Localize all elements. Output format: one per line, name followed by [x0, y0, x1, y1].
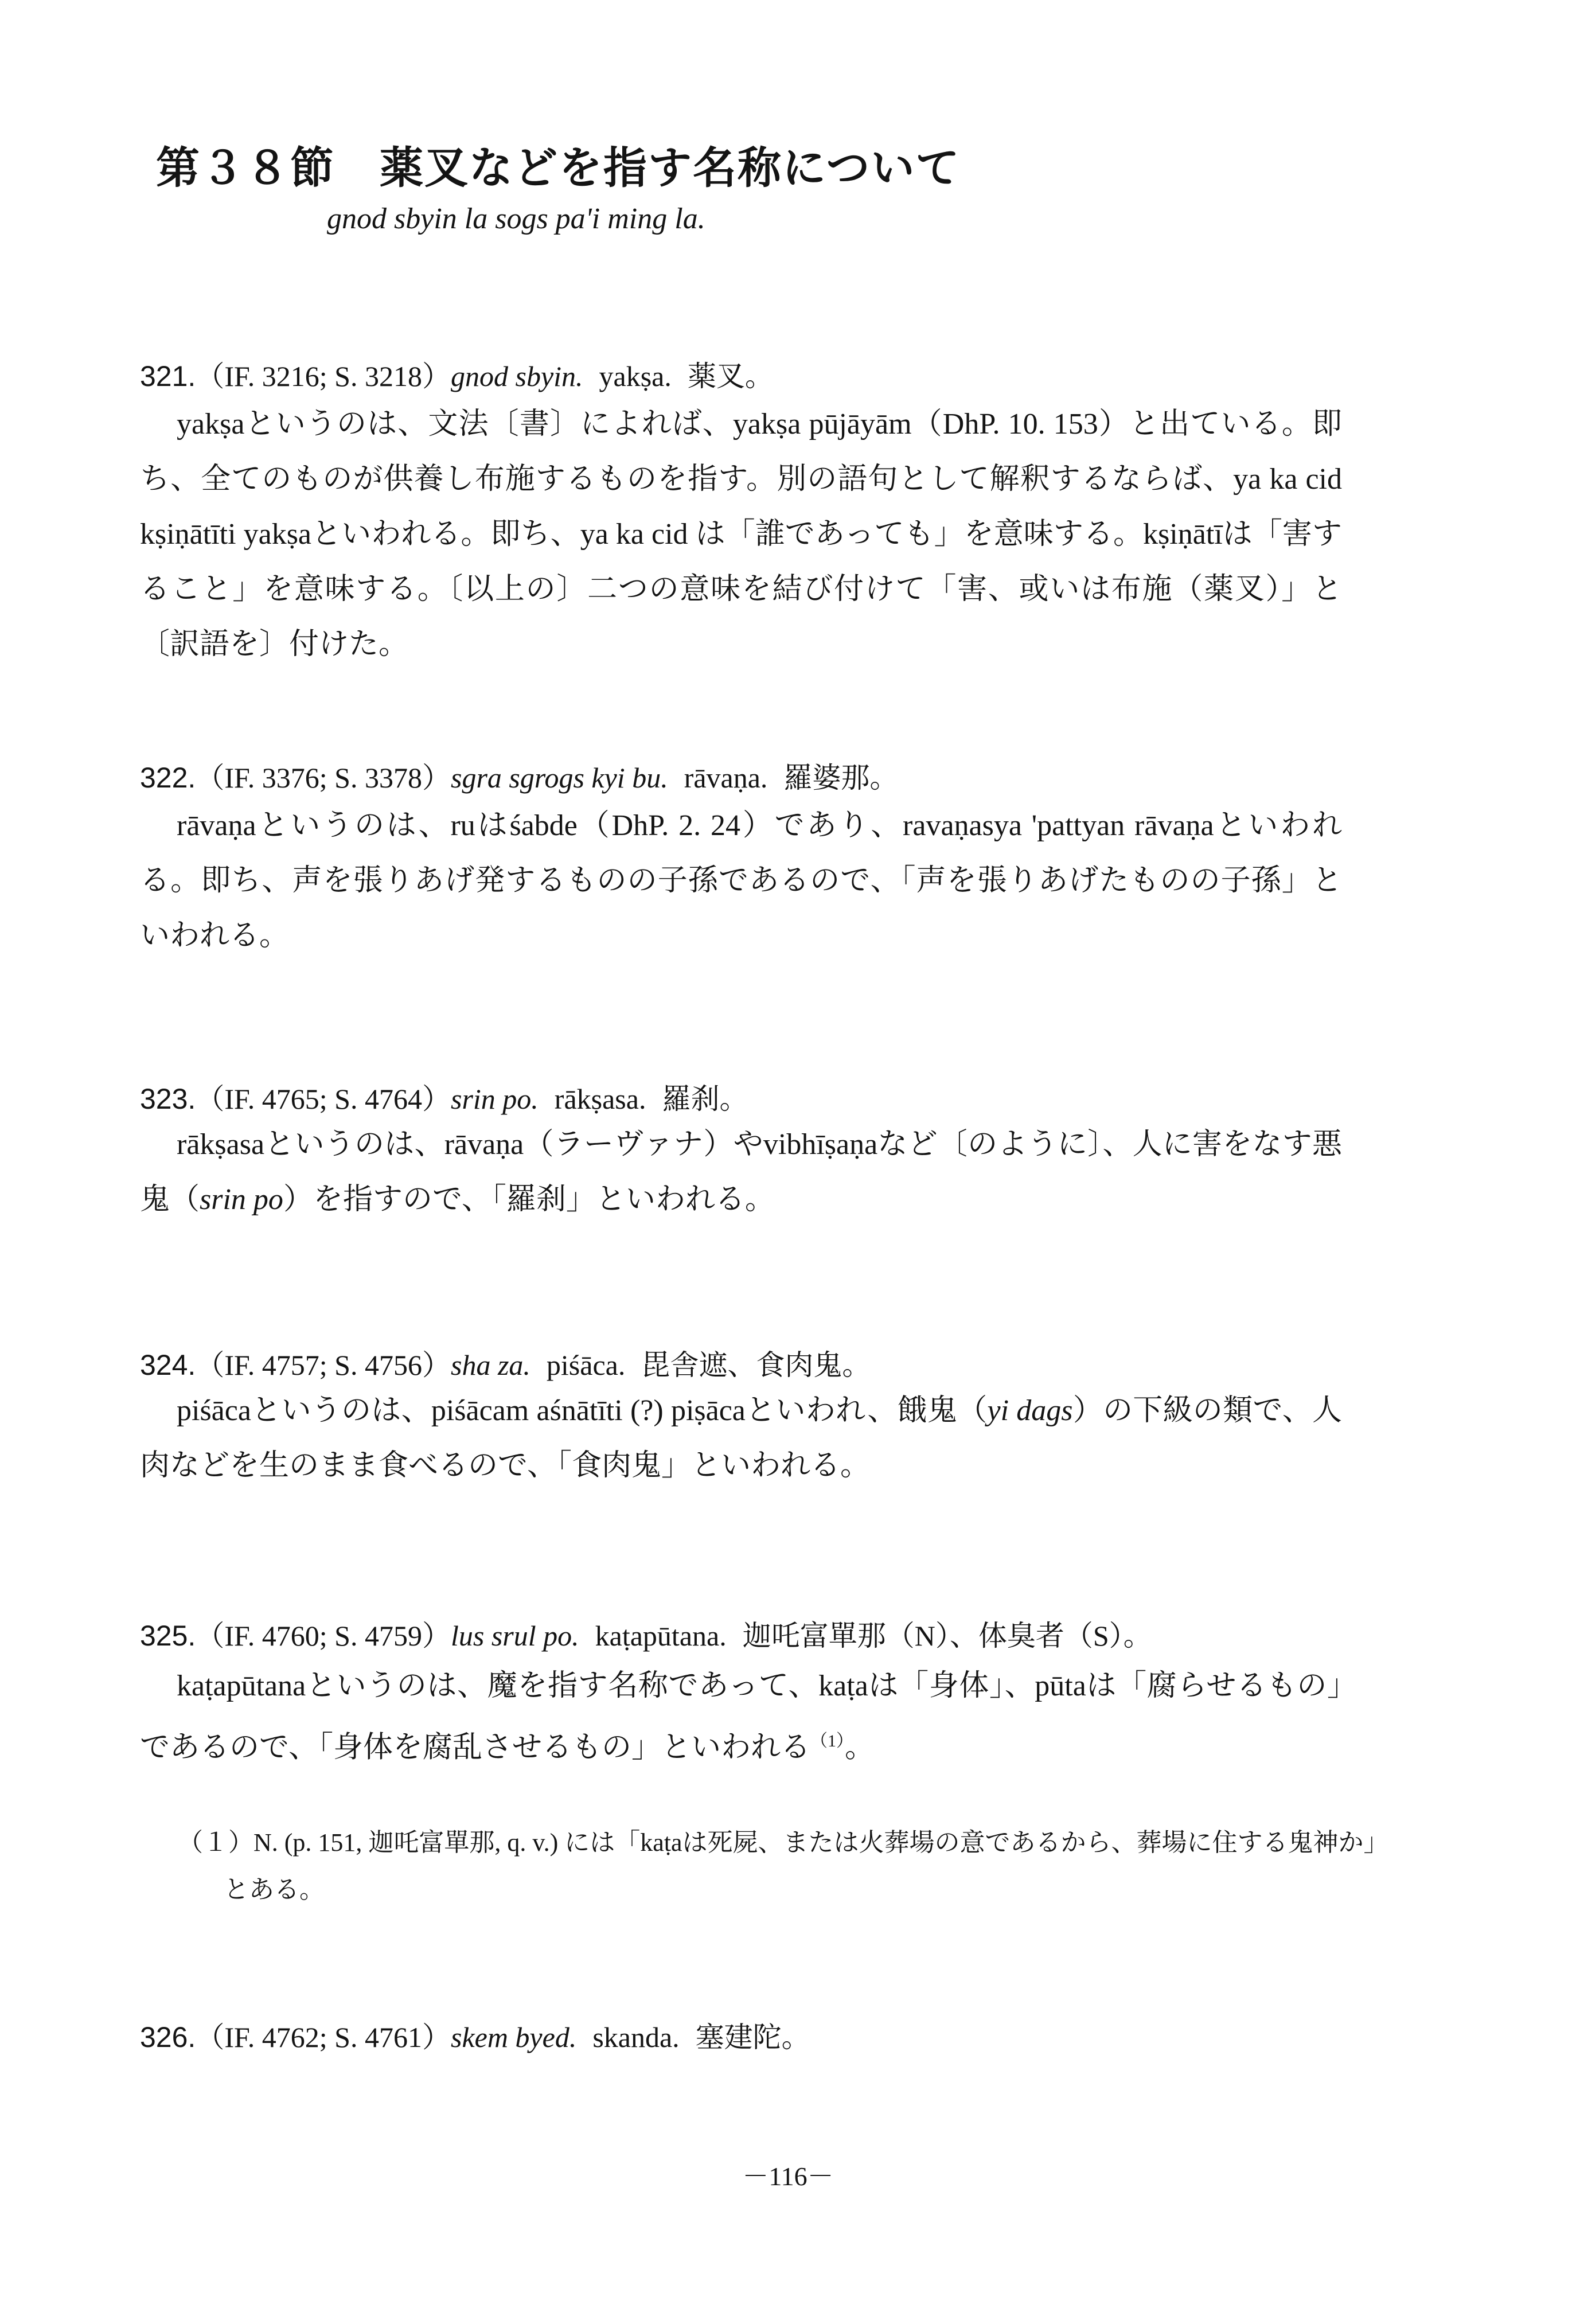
- japanese-term: 羅婆那。: [783, 762, 899, 794]
- japanese-term: 毘舎遮、食肉鬼。: [641, 1349, 871, 1381]
- entry-number: 325.: [140, 1620, 196, 1652]
- japanese-term: 羅刹。: [662, 1083, 748, 1115]
- entry-reference: （IF. 4765; S. 4764）: [196, 1083, 451, 1115]
- japanese-term: 薬叉。: [687, 360, 774, 392]
- tibetan-term: sha za.: [450, 1349, 530, 1381]
- tibetan-term: lus srul po.: [450, 1620, 579, 1652]
- entry-heading: [140, 2014, 810, 2056]
- footnote-marker: （1）: [810, 1732, 845, 1750]
- entry-heading: [140, 353, 774, 395]
- entry-body: rākṣasaというのは、rāvaṇa（ラーヴァナ）やvibhīṣaṇaなど〔のように〕、人に害をなす悪鬼（srin po）を指すので、「羅刹」といわれる。: [140, 1128, 1342, 1216]
- entry-reference: （IF. 3216; S. 3218）: [196, 360, 451, 392]
- entry-heading: [140, 1342, 871, 1383]
- sanskrit-term: piśāca.: [546, 1349, 626, 1381]
- entry-body: rāvaṇaというのは、ruはśabde（DhP. 2. 24）であり、ravaṇasya 'pattyan rāvaṇaといわれる。即ち、声を張りあげ発するものの子孫であるので、「声を張りあげたものの子孫」といわれる。: [140, 809, 1342, 952]
- entry-number: 322.: [140, 762, 196, 794]
- entry-body: piśācaというのは、piśācam aśnātīti (?) piṣācaといわれ、餓鬼（yi dags）の下級の類で、人肉などを生のまま食べるので、「食肉鬼」といわれる。: [140, 1394, 1342, 1482]
- entry-number: 321.: [140, 360, 196, 392]
- sanskrit-term: skanda.: [592, 2021, 680, 2053]
- japanese-term: 迦吒富單那（N）、体臭者（S）。: [742, 1620, 1152, 1652]
- entry-body: yakṣaというのは、文法〔書〕によれば、yakṣa pūjāyām（DhP. 10. 153）と出ている。即ち、全てのものが供養し布施するものを指す。別の語句として解釈するならば、ya ka cid kṣiṇātīti yakṣaといわれる。即ち、ya ka cid は「誰であっても」を意味する。kṣiṇātīは「害すること」を意味する。〔以上の〕二つの意味を結び付けて「害、或いは布施（薬叉）」と〔訳語を〕付けた。: [140, 408, 1342, 661]
- entry-reference: （IF. 4757; S. 4756）: [196, 1349, 451, 1381]
- entry-heading: [140, 1613, 1152, 1654]
- entry-body: kaṭapūtanaというのは、魔を指す名称であって、kaṭaは「身体」、pūtaは「腐らせるもの」であるので、「身体を腐乱させるもの」といわれる$^{(1)}$。: [140, 1670, 1342, 1764]
- page-number: －116－: [742, 2162, 834, 2191]
- section-subtitle: gnod sbyin la sogs pa'i ming la.: [327, 202, 705, 235]
- sanskrit-term: kaṭapūtana.: [595, 1620, 727, 1652]
- tibetan-term: skem byed.: [450, 2021, 577, 2053]
- entry-number: 324.: [140, 1349, 196, 1381]
- sanskrit-term: yakṣa.: [599, 360, 672, 392]
- section-title: 第３８節 薬叉などを指す名称について: [156, 145, 961, 193]
- entry-reference: （IF. 4760; S. 4759）: [196, 1620, 451, 1652]
- tibetan-term: gnod sbyin.: [450, 360, 583, 392]
- japanese-term: 塞建陀。: [695, 2021, 810, 2053]
- entry-reference: （IF. 4762; S. 4761）: [196, 2021, 451, 2053]
- sanskrit-term: rāvaṇa.: [684, 762, 768, 794]
- entry-number: 326.: [140, 2021, 196, 2053]
- entry-reference: （IF. 3376; S. 3378）: [196, 762, 451, 794]
- footnote: （１）N. (p. 151, 迦吒富單那, q. v.) には「kaṭaは死屍、または火葬場の意であるから、葬場に住する鬼神か」とある。: [178, 1828, 1376, 1904]
- tibetan-term: sgra sgrogs kyi bu.: [450, 762, 668, 794]
- sanskrit-term: rākṣasa.: [554, 1083, 646, 1115]
- entry-heading: [140, 755, 898, 796]
- entry-heading: [140, 1076, 748, 1117]
- entry-number: 323.: [140, 1083, 196, 1115]
- tibetan-term: srin po.: [450, 1083, 539, 1115]
